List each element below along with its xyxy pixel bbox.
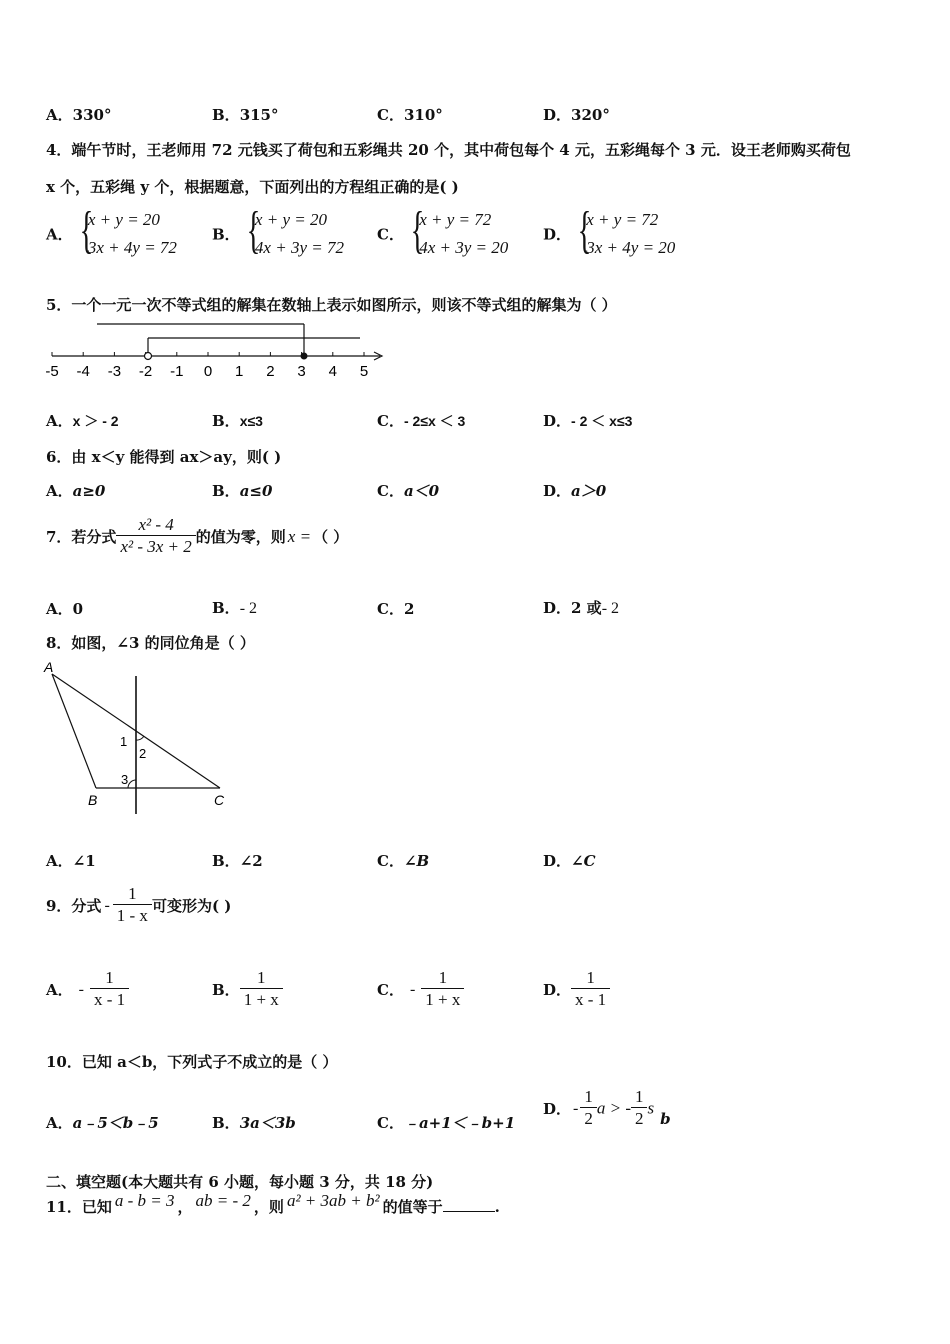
q9-option-c: C． - $\frac{1}{1 + x}$ bbox=[377, 968, 464, 1011]
q11-stem: 11．已知 a - b = 3 ， ab = - 2 ，则 a² + 3ab + b² 的值等于 . bbox=[46, 1191, 500, 1216]
number-line-label: -2 bbox=[138, 363, 153, 380]
q8-option-c: C．∠B bbox=[377, 852, 430, 870]
number-line-label: 2 bbox=[266, 363, 275, 380]
q6-option-c: C．a＜0 bbox=[377, 482, 440, 500]
q7-option-a: A．0 bbox=[46, 600, 84, 618]
q10-option-b: B．3a＜3b bbox=[212, 1114, 296, 1132]
q7-fraction: $\frac{\text{x² - 4}}{\text{x² - 3x + 2}}$ bbox=[116, 515, 195, 558]
q8-option-b: B．∠2 bbox=[212, 852, 263, 870]
q8-option-a: A．∠1 bbox=[46, 852, 96, 870]
q4-option-a: A． { x + y = 20 3x + 4y = 72 bbox=[46, 206, 177, 262]
q7-option-d: D．2 或- 2 bbox=[543, 599, 620, 617]
equation-system: { x + y = 72 4x + 3y = 20 bbox=[409, 206, 508, 262]
q3-option-a: A．330° bbox=[46, 106, 112, 124]
closed-point bbox=[301, 353, 308, 360]
answer-blank bbox=[443, 1197, 495, 1212]
label-3: 3 bbox=[121, 772, 129, 787]
q9-option-b: B． $\frac{1}{1 + x}$ bbox=[212, 968, 283, 1011]
q7-option-c: C．2 bbox=[377, 600, 415, 618]
q5-option-b: B．x≤3 bbox=[212, 412, 263, 430]
q5-stem: 5．一个一元一次不等式组的解集在数轴上表示如图所示，则该不等式组的解集为（ ） bbox=[46, 296, 617, 314]
label-A: A bbox=[44, 659, 54, 675]
number-line-label: 1 bbox=[235, 363, 244, 380]
q8-stem: 8．如图，∠3 的同位角是（ ） bbox=[46, 634, 255, 652]
q6-stem: 6．由 x＜y 能得到 ax＞ay，则( ) bbox=[46, 448, 282, 466]
q3-option-c: C．310° bbox=[377, 106, 443, 124]
q6-option-d: D．a＞0 bbox=[543, 482, 607, 500]
equation-system: { x + y = 20 4x + 3y = 72 bbox=[245, 206, 344, 262]
q5-option-a: A．x ＞ - 2 bbox=[46, 412, 119, 430]
q4-stem-line2: x 个，五彩绳 y 个，根据题意，下面列出的方程组正确的是( ) bbox=[46, 178, 459, 196]
number-line-label: 3 bbox=[297, 363, 306, 380]
equation-system: { x + y = 20 3x + 4y = 72 bbox=[78, 206, 177, 262]
number-line-figure bbox=[40, 318, 400, 382]
q6-option-a: A．a≥0 bbox=[46, 482, 106, 500]
number-line-label: -5 bbox=[45, 363, 59, 380]
q9-fraction: $\frac{1}{1 - x}$ bbox=[113, 884, 152, 927]
q5-option-d: D．- 2 ＜ x≤3 bbox=[543, 412, 633, 430]
q3-option-b: B．315° bbox=[212, 106, 279, 124]
q10-option-d: D． - $\frac{1}{2}$ a > - $\frac{1}{2}$ sb bbox=[543, 1087, 671, 1128]
q9-stem: 9．分式 - $\frac{1}{1 - x}$ 可变形为( ) bbox=[46, 884, 232, 925]
q10-stem: 10．已知 a＜b，下列式子不成立的是（ ） bbox=[46, 1053, 338, 1071]
q7-option-b: B．- 2 bbox=[212, 599, 258, 617]
number-line-label: -1 bbox=[170, 363, 184, 380]
number-line-label: -4 bbox=[76, 363, 90, 380]
q9-option-a: A． - $\frac{1}{x - 1}$ bbox=[46, 968, 129, 1011]
q4-option-c: C． { x + y = 72 4x + 3y = 20 bbox=[377, 206, 508, 262]
q5-option-c: C．- 2≤x ＜ 3 bbox=[377, 412, 466, 430]
q7-stem: 7．若分式 $\frac{\text{x² - 4}}{\text{x² - 3x + 2}}$ 的值为零，则 x = （ ） bbox=[46, 515, 349, 556]
triangle-figure bbox=[40, 656, 240, 820]
number-line-label: 0 bbox=[203, 363, 213, 380]
label-B: B bbox=[88, 792, 98, 808]
section-title: 二、填空题(本大题共有 6 小题，每小题 3 分，共 18 分) bbox=[46, 1173, 434, 1191]
q10-option-a: A．a﹣5＜b﹣5 bbox=[46, 1114, 159, 1132]
open-point bbox=[145, 353, 152, 360]
q3-option-d: D．320° bbox=[543, 106, 610, 124]
label-C: C bbox=[214, 792, 225, 808]
q4-option-b: B． { x + y = 20 4x + 3y = 72 bbox=[212, 206, 344, 262]
equation-system: { x + y = 72 3x + 4y = 20 bbox=[576, 206, 675, 262]
q9-option-d: D． $\frac{1}{x - 1}$ bbox=[543, 968, 610, 1011]
number-line-label: -3 bbox=[107, 363, 122, 380]
q6-option-b: B．a≤0 bbox=[212, 482, 273, 500]
number-line-label: 5 bbox=[359, 363, 369, 380]
label-2: 2 bbox=[139, 746, 147, 761]
q4-option-d: D． { x + y = 72 3x + 4y = 20 bbox=[543, 206, 675, 262]
q4-stem-line1: 4．端午节时，王老师用 72 元钱买了荷包和五彩绳共 20 个，其中荷包每个 4 元，五彩绳每个 3 元．设王老师购买荷包 bbox=[46, 141, 851, 159]
q10-option-c: C．﹣a+1＜﹣b+1 bbox=[377, 1114, 516, 1132]
label-1: 1 bbox=[120, 734, 128, 749]
q8-option-d: D．∠C bbox=[543, 852, 596, 870]
number-line-label: 4 bbox=[328, 363, 337, 380]
